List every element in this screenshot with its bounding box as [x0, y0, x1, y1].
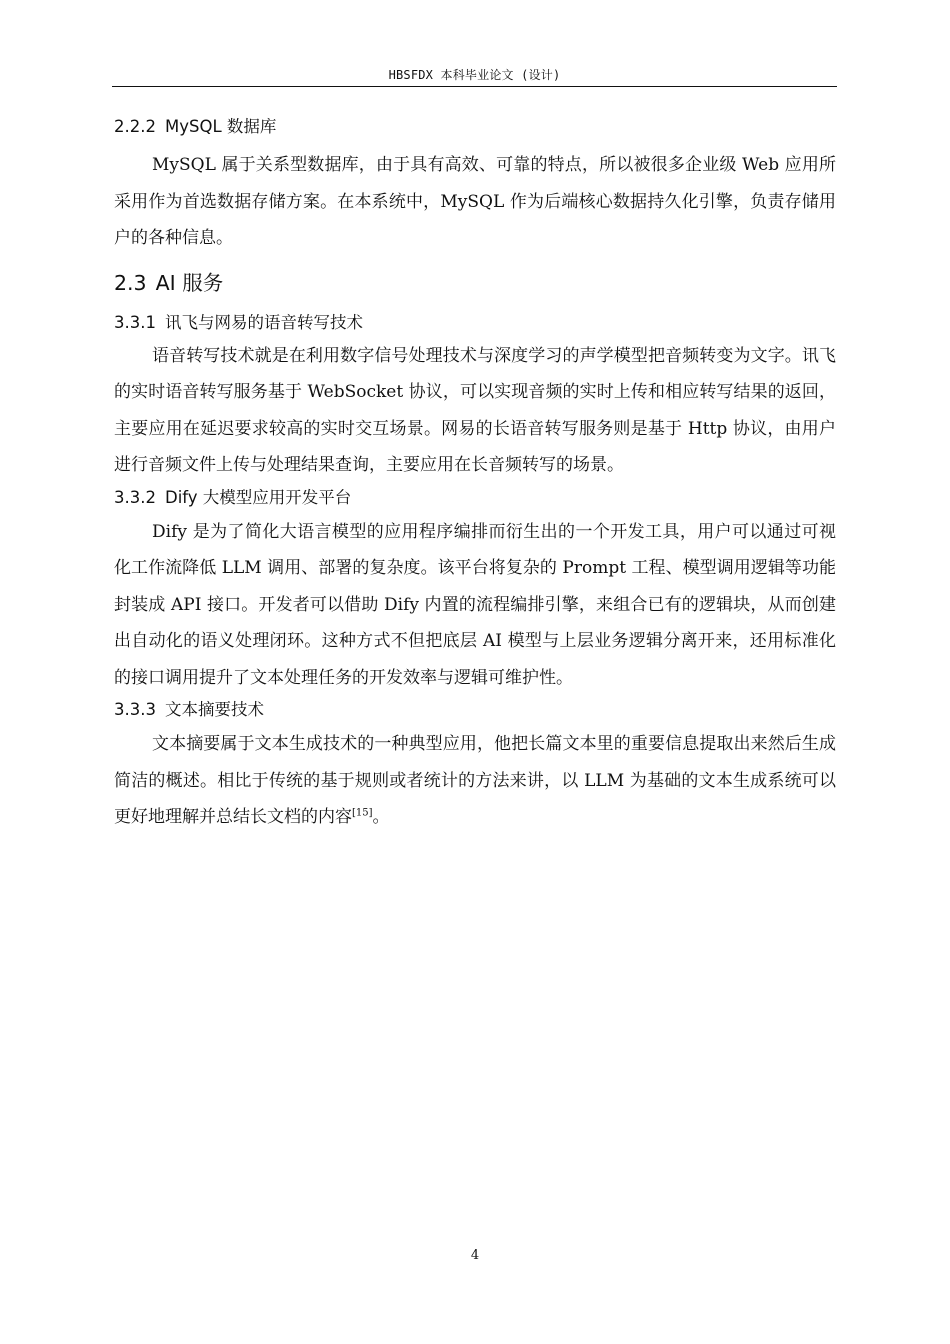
section-title: MySQL 数据库 — [164, 117, 277, 136]
section-heading-3-3-3 — [114, 698, 836, 722]
section-title: Dify 大模型应用开发平台 — [164, 487, 352, 507]
page-content — [114, 108, 836, 836]
section-title: 文本摘要技术 — [164, 700, 264, 719]
header-rule — [112, 86, 837, 87]
section-number: 2.2.2 — [114, 117, 156, 136]
page-number: 4 — [470, 1248, 480, 1263]
section-heading-3-3-2 — [114, 486, 836, 510]
section-heading-2-3 — [114, 269, 836, 297]
body-paragraph-dify: Dify 是为了简化大语言模型的应用程序编排而衍生出的一个开发工具，用户可以通过可视化工作流降低 LLM 调用、部署的复杂度。该平台将复杂的 Prompt 工程、模型调用逻辑等功能封装成 API 接口。开发者可以借助 Dify 内置的流程编排引擎，来组合已有的逻辑块，从而创建出自动化的语义处理闭环。这种方式不但把底层 AI 模型与上层业务逻辑分离开来，还用标准化的接口调用提升了文本处理任务的开发效率与逻辑可维护性。 — [114, 521, 836, 688]
section-heading-3-3-1 — [114, 311, 836, 335]
body-paragraph-speech: 语音转写技术就是在利用数字信号处理技术与深度学习的声学模型把音频转变为文字。讯飞的实时语音转写服务基于 WebSocket 协议，可以实现音频的实时上传和相应转写结果的返回，主要应用在延迟要求较高的实时交互场景。网易的长语音转写服务则是基于 Http 协议，由用户进行音频文件上传与处理结果查询，主要应用在长音频转写的场景。 — [114, 345, 836, 475]
running-header: HBSFDX 本科毕业论文 (设计) — [388, 68, 561, 82]
section-heading-2-2-2 — [114, 115, 836, 139]
body-paragraph-summary — [114, 726, 836, 836]
section-number: 2.3 — [114, 270, 147, 295]
paragraph-ending: 。 — [372, 807, 390, 827]
section-number: 3.3.3 — [114, 700, 156, 719]
citation-reference: [15] — [352, 807, 373, 819]
section-title: AI 服务 — [155, 270, 224, 295]
paragraph-text: 文本摘要属于文本生成技术的一种典型应用，他把长篇文本里的重要信息提取出来然后生成简洁的概述。相比于传统的基于规则或者统计的方法来讲，以 LLM 为基础的文本生成系统可以更好地理解并总结长文档的内容 — [114, 734, 836, 827]
section-title: 讯飞与网易的语音转写技术 — [164, 312, 363, 332]
body-paragraph-mysql: MySQL 属于关系型数据库，由于具有高效、可靠的特点，所以被很多企业级 Web 应用所采用作为首选数据存储方案。在本系统中，MySQL 作为后端核心数据持久化引擎，负责存储用户的各种信息。 — [114, 155, 836, 248]
section-number: 3.3.2 — [114, 487, 156, 507]
section-number: 3.3.1 — [114, 312, 156, 332]
